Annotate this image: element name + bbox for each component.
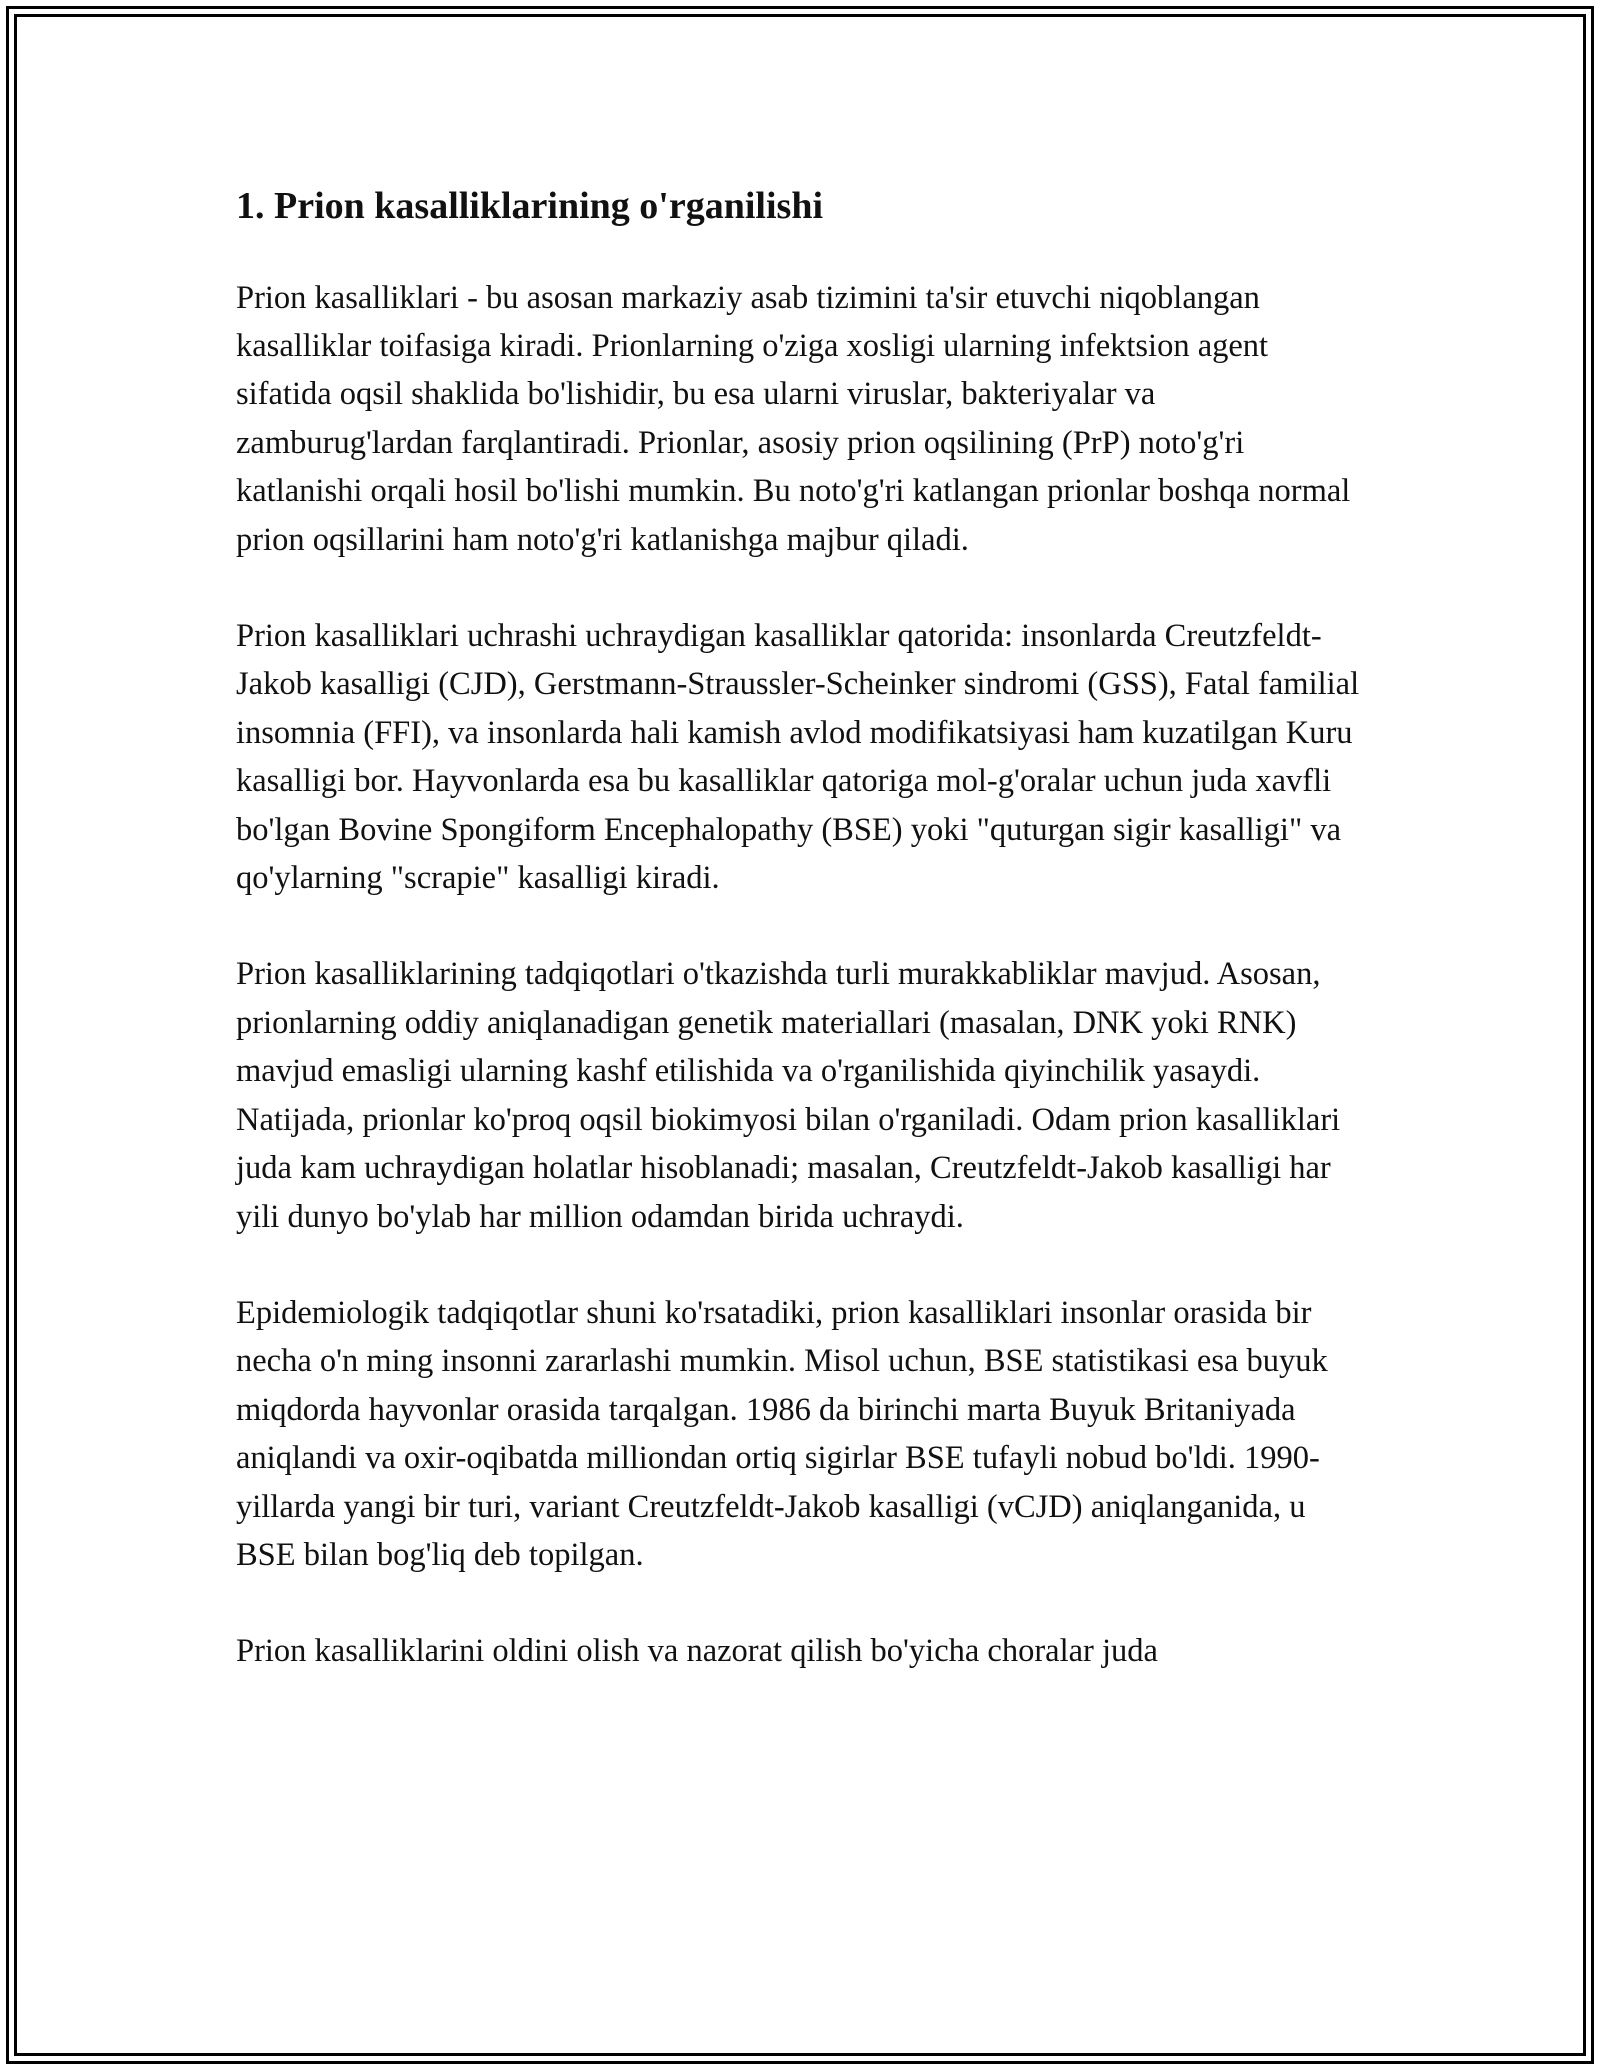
section-heading: 1. Prion kasalliklarining o'rganilishi xyxy=(236,185,824,227)
paragraph-2: Prion kasalliklari uchrashi uchraydigan kasalliklar qatorida: insonlarda Creutzfeldt-Jakob kasalligi (CJD), Gerstmann-Straussler-Scheinker sindromi (GSS), Fatal familial insomnia (FFI), va insonlarda hali kamish avlod modifikatsiyasi ham kuzatilgan Kuru kasalligi bor. Hayvonlarda esa bu kasalliklar qatoriga mol-g'oralar uchun juda xavfli bo'lgan Bovine Spongiform Encephalopathy (BSE) yoki "quturgan sigir kasalligi" va qo'ylarning "scrapie" kasalligi kiradi. xyxy=(236,618,1360,897)
paragraph-3: Prion kasalliklarining tadqiqotlari o'tkazishda turli murakkabliklar mavjud. Asosan, prionlarning oddiy aniqlanadigan genetik materiallari (masalan, DNK yoki RNK) mavjud emasligi ularning kashf etilishida va o'rganilishida qiyinchilik yasaydi. Natijada, prionlar ko'proq oqsil biokimyosi bilan o'rganiladi. Odam prion kasalliklari juda kam uchraydigan holatlar hisoblanadi; masalan, Creutzfeldt-Jakob kasalligi har yili dunyo bo'ylab har million odamdan birida uchraydi. xyxy=(236,956,1341,1235)
document-body xyxy=(236,184,1366,1724)
paragraph-4: Epidemiologik tadqiqotlar shuni ko'rsatadiki, prion kasalliklari insonlar orasida bir necha o'n ming insonni zararlashi mumkin. Misol uchun, BSE statistikasi esa buyuk miqdorda hayvonlar orasida tarqalgan. 1986 da birinchi marta Buyuk Britaniyada aniqlandi va oxir-oqibatda milliondan ortiq sigirlar BSE tufayli nobud bo'ldi. 1990-yillarda yangi bir turi, variant Creutzfeldt-Jakob kasalligi (vCJD) aniqlanganida, u BSE bilan bog'liq deb topilgan. xyxy=(236,1294,1328,1573)
paragraph-1: Prion kasalliklari - bu asosan markaziy asab tizimini ta'sir etuvchi niqoblangan kasalliklar toifasiga kiradi. Prionlarning o'ziga xosligi ularning infektsion agent sifatida oqsil shaklida bo'lishidir, bu esa ularni viruslar, bakteriyalar va zamburug'lardan farqlantiradi. Prionlar, asosiy prion oqsilining (PrP) noto'g'ri katlanishi orqali hosil bo'lishi mumkin. Bu noto'g'ri katlangan prionlar boshqa normal prion oqsillarini ham noto'g'ri katlanishga majbur qiladi. xyxy=(236,279,1351,558)
paragraph-5: Prion kasalliklarini oldini olish va nazorat qilish bo'yicha choralar juda xyxy=(236,1633,1158,1670)
